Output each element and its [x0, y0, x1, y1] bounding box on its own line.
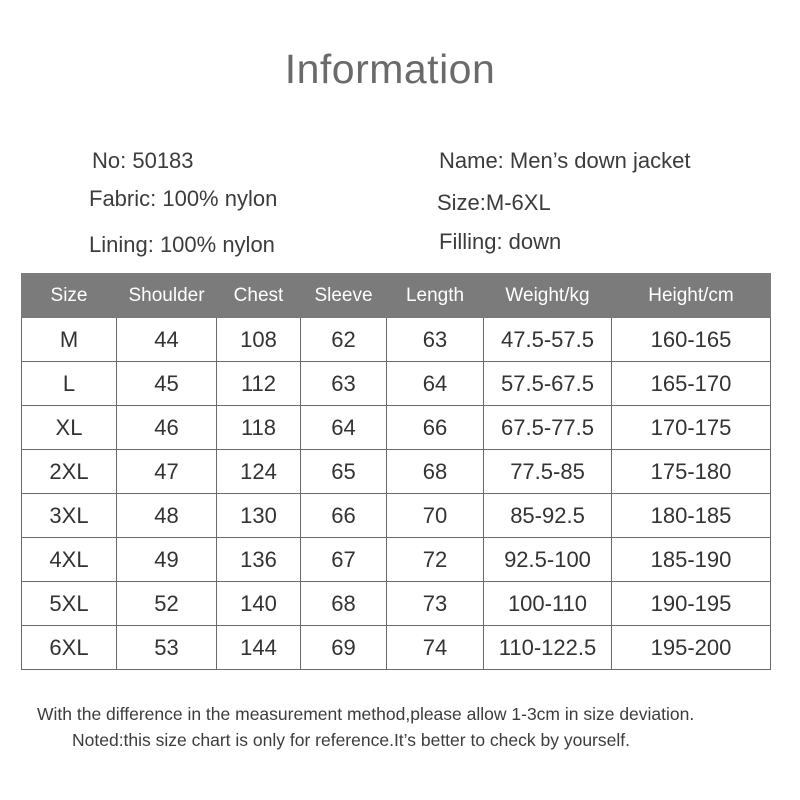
table-cell: 112 — [217, 362, 301, 406]
table-cell: 57.5-67.5 — [484, 362, 612, 406]
table-cell: 2XL — [22, 450, 117, 494]
table-cell: 5XL — [22, 582, 117, 626]
table-cell: 49 — [117, 538, 217, 582]
product-name: Name: Men’s down jacket — [439, 148, 691, 173]
table-cell: 195-200 — [612, 626, 771, 670]
table-cell: 74 — [387, 626, 484, 670]
header-shoulder: Shoulder — [117, 274, 217, 318]
table-cell: 124 — [217, 450, 301, 494]
table-cell: 62 — [301, 318, 387, 362]
table-cell: 64 — [387, 362, 484, 406]
lining-info: Lining: 100% nylon — [89, 232, 275, 257]
table-cell: 110-122.5 — [484, 626, 612, 670]
table-cell: 108 — [217, 318, 301, 362]
table-cell: 6XL — [22, 626, 117, 670]
table-cell: 190-195 — [612, 582, 771, 626]
table-header-row — [22, 274, 771, 318]
table-cell: 100-110 — [484, 582, 612, 626]
table-row — [22, 538, 771, 582]
table-cell: 47.5-57.5 — [484, 318, 612, 362]
size-chart-table — [21, 273, 771, 670]
table-cell: 48 — [117, 494, 217, 538]
table-cell: 170-175 — [612, 406, 771, 450]
table-cell: 70 — [387, 494, 484, 538]
table-cell: 73 — [387, 582, 484, 626]
table-cell: 140 — [217, 582, 301, 626]
table-cell: 66 — [301, 494, 387, 538]
table-cell: 130 — [217, 494, 301, 538]
table-cell: 63 — [301, 362, 387, 406]
table-cell: 69 — [301, 626, 387, 670]
header-weight: Weight/kg — [484, 274, 612, 318]
table-cell: 180-185 — [612, 494, 771, 538]
header-sleeve: Sleeve — [301, 274, 387, 318]
table-cell: 118 — [217, 406, 301, 450]
header-height: Height/cm — [612, 274, 771, 318]
table-cell: 52 — [117, 582, 217, 626]
header-size: Size — [22, 274, 117, 318]
table-cell: 175-180 — [612, 450, 771, 494]
table-cell: M — [22, 318, 117, 362]
table-cell: 144 — [217, 626, 301, 670]
header-length: Length — [387, 274, 484, 318]
table-cell: 92.5-100 — [484, 538, 612, 582]
table-cell: 66 — [387, 406, 484, 450]
table-cell: 72 — [387, 538, 484, 582]
table-cell: XL — [22, 406, 117, 450]
fabric-info: Fabric: 100% nylon — [89, 186, 278, 211]
table-body — [22, 318, 771, 670]
table-cell: 68 — [301, 582, 387, 626]
table-row — [22, 450, 771, 494]
product-number: No: 50183 — [92, 148, 194, 173]
table-cell: 45 — [117, 362, 217, 406]
table-cell: 64 — [301, 406, 387, 450]
table-cell: 136 — [217, 538, 301, 582]
table-cell: L — [22, 362, 117, 406]
table-cell: 165-170 — [612, 362, 771, 406]
size-range: Size:M-6XL — [437, 190, 551, 215]
table-row — [22, 318, 771, 362]
header-chest: Chest — [217, 274, 301, 318]
filling-info: Filling: down — [439, 229, 562, 254]
table-row — [22, 582, 771, 626]
table-cell: 68 — [387, 450, 484, 494]
table-cell: 77.5-85 — [484, 450, 612, 494]
note-measurement: With the difference in the measurement method,please allow 1-3cm in size deviation. — [37, 704, 695, 724]
table-cell: 4XL — [22, 538, 117, 582]
table-cell: 185-190 — [612, 538, 771, 582]
table-cell: 160-165 — [612, 318, 771, 362]
table-row — [22, 626, 771, 670]
table-cell: 67.5-77.5 — [484, 406, 612, 450]
table-cell: 67 — [301, 538, 387, 582]
table-cell: 46 — [117, 406, 217, 450]
page-title: Information — [284, 46, 496, 92]
table-row — [22, 406, 771, 450]
table-cell: 53 — [117, 626, 217, 670]
table-cell: 63 — [387, 318, 484, 362]
table-cell: 47 — [117, 450, 217, 494]
table-cell: 65 — [301, 450, 387, 494]
table-row — [22, 494, 771, 538]
table-cell: 3XL — [22, 494, 117, 538]
table-row — [22, 362, 771, 406]
note-reference: Noted:this size chart is only for reference.It’s better to check by yourself. — [72, 730, 630, 750]
table-cell: 44 — [117, 318, 217, 362]
table-cell: 85-92.5 — [484, 494, 612, 538]
